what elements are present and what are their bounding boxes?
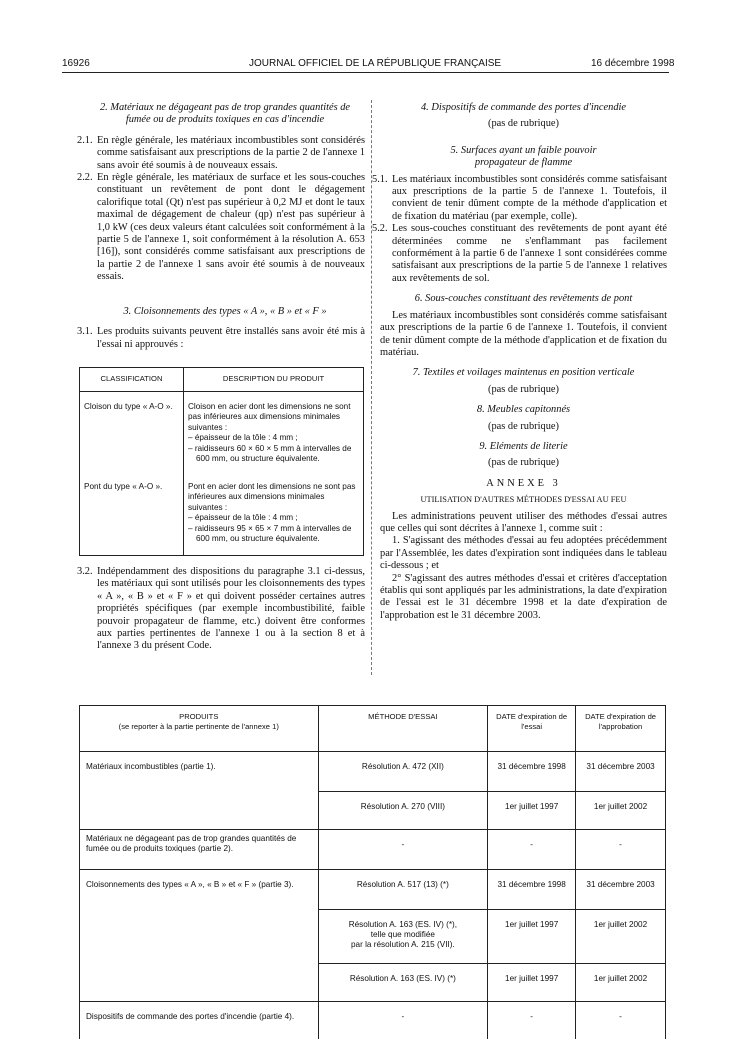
products-header <box>80 706 319 752</box>
annex-title: ANNEXE 3 <box>380 478 667 490</box>
product-cell: Dispositifs de commande des portes d'incendie (partie 4). <box>80 1002 319 1039</box>
description-header: DESCRIPTION DU PRODUIT <box>184 368 364 392</box>
method-cell: Résolution A. 270 (VIII) <box>318 792 488 830</box>
method-cell: - <box>318 1002 488 1039</box>
paragraph-2-2-text: En règle générale, les matériaux de surface et les sous-couches constituant un revêtement de pont dont le dégagement calorifique total (Qt) n'est pas supérieur à 0,2 MJ et dont le taux maximal de dégagement de chaleur (qp) n'est pas supérieur à 1,0 kW (ces deux valeurs étant calculées soit conformément à la partie 5 de l'annexe 1, soit conformément à la résolution A. 653 [16]), sont considérés comme satisfaisant aux prescriptions de la partie 2 de l'annexe 1 sans avoir été soumis à de nouveaux essais. <box>97 172 365 284</box>
table-row <box>80 830 666 870</box>
section-4-body: (pas de rubrique) <box>380 118 667 130</box>
product-cell: Matériaux ne dégageant pas de trop grandes quantités de fumée ou de produits toxiques (partie 2). <box>80 830 319 870</box>
annex-paragraph-2: 2° S'agissant des autres méthodes d'essai et critères d'acceptation établis qui sont appliqués par les administrations, la date d'expiration de l'essai est le 31 décembre 1998 et la date d'expiration de l'approbation est le 31 décembre 2003. <box>380 573 667 623</box>
section-8-title: 8. Meubles capitonnés <box>380 404 667 416</box>
table-row <box>80 752 666 792</box>
expiration-table <box>79 705 666 1039</box>
product-cell: Matériaux incombustibles (partie 1). <box>80 752 319 830</box>
approval-expiry-cell: 31 décembre 2003 <box>576 870 666 910</box>
right-column <box>380 102 667 622</box>
test-expiry-cell: 1er juillet 1997 <box>488 792 576 830</box>
table-row <box>80 870 666 910</box>
section-8-body: (pas de rubrique) <box>380 421 667 433</box>
product-cell: Cloisonnements des types « A », « B » et « F » (partie 3). <box>80 870 319 1002</box>
left-column-lower <box>85 566 365 653</box>
paragraph-5-1-text: Les matériaux incombustibles sont considérés comme satisfaisant aux prescriptions de la partie 5 de l'annexe 1. Toutefois, il convient de tenir dûment compte de la méthode d'application et de fixation du matériau (par exemple, colle). <box>392 174 667 224</box>
paragraph-5-2-text: Les sous-couches constituant des revêtements de pont ayant été déterminées comme ne s'enflammant pas facilement conformément à la partie 6 de l'annexe 1 sont considérées comme satisfaisant aux prescriptions de la partie 5 de l'annexe 1 relatives aux revêtements de sol. <box>392 223 667 285</box>
annex-subtitle: UTILISATION D'AUTRES MÉTHODES D'ESSAI AU FEU <box>380 494 667 506</box>
paragraph-5-1-number: 5.1. <box>372 174 392 224</box>
method-header: MÉTHODE D'ESSAI <box>318 706 488 752</box>
paragraph-2-2-number: 2.2. <box>77 172 97 284</box>
header-date: 16 décembre 1998 <box>591 58 674 69</box>
paragraph-2-1-text: En règle générale, les matériaux incombustibles sont considérés comme satisfaisant aux prescriptions de la partie 2 de l'annexe 1 sans avoir été soumis à de nouveaux essais. <box>97 135 365 172</box>
approval-expiry-cell: - <box>576 1002 666 1039</box>
description-cell <box>184 468 364 556</box>
test-expiry-cell: - <box>488 830 576 870</box>
table-row <box>80 1002 666 1039</box>
method-cell: Résolution A. 472 (XII) <box>318 752 488 792</box>
test-expiry-cell: - <box>488 1002 576 1039</box>
annex-paragraph-1: 1. S'agissant des méthodes d'essai au feu adoptées précédemment par l'Assemblée, les dates d'expiration sont indiquées dans le tableau ci-dessous ; et <box>380 535 667 572</box>
method-line-3: par la résolution A. 215 (VII). <box>325 940 482 950</box>
table-row <box>80 468 364 556</box>
classification-cell: Pont du type « A-O ». <box>80 468 184 556</box>
test-expiry-cell: 1er juillet 1997 <box>488 964 576 1002</box>
test-expiry-cell: 1er juillet 1997 <box>488 910 576 964</box>
paragraph-3-1-number: 3.1. <box>77 326 97 351</box>
section-7-title: 7. Textiles et voilages maintenus en position verticale <box>380 367 667 379</box>
section-6-body: Les matériaux incombustibles sont considérés comme satisfaisant aux prescriptions de la partie 6 de l'annexe 1. Toutefois, il convient de tenir dûment compte de la méthode d'application et de fixation du matériau. <box>380 310 667 360</box>
paragraph-5-2-number: 5.2. <box>372 223 392 285</box>
header-rule <box>62 72 669 73</box>
paragraph-3-1-text: Les produits suivants peuvent être installés sans avoir été mis à l'essai ni approuvés : <box>97 326 365 351</box>
section-5-title-line-1: 5. Surfaces ayant un faible pouvoir <box>380 145 667 157</box>
journal-title: JOURNAL OFFICIEL DE LA RÉPUBLIQUE FRANÇAISE <box>249 58 501 69</box>
paragraph-2-2 <box>77 172 365 284</box>
section-4-title: 4. Dispositifs de commande des portes d'incendie <box>380 102 667 114</box>
classification-cell: Cloison du type « A-O ». <box>80 391 184 468</box>
approval-expiry-cell: 1er juillet 2002 <box>576 964 666 1002</box>
products-header-subtitle: (se reporter à la partie pertinente de l'annexe 1) <box>84 722 314 732</box>
paragraph-2-1 <box>77 135 365 172</box>
method-line-1: Résolution A. 163 (ES. IV) (*), <box>325 920 482 930</box>
test-expiry-cell: 31 décembre 1998 <box>488 870 576 910</box>
left-column <box>85 102 365 351</box>
method-cell: Résolution A. 163 (ES. IV) (*) <box>318 964 488 1002</box>
list-item: – épaisseur de la tôle : 4 mm ; <box>188 433 359 444</box>
description-text: Cloison en acier dont les dimensions ne sont pas inférieures aux dimensions minimales suivantes : <box>188 402 359 434</box>
paragraph-5-1 <box>372 174 667 224</box>
method-cell <box>318 910 488 964</box>
paragraph-2-1-number: 2.1. <box>77 135 97 172</box>
description-text: Pont en acier dont les dimensions ne sont pas inférieures aux dimensions minimales suivantes : <box>188 482 359 514</box>
section-5-title-line-2: propagateur de flamme <box>380 157 667 169</box>
method-cell: Résolution A. 517 (13) (*) <box>318 870 488 910</box>
list-item: – raidisseurs 60 × 60 × 5 mm à intervalles de 600 mm, ou structure équivalente. <box>188 444 359 465</box>
list-item: – raidisseurs 95 × 65 × 7 mm à intervalles de 600 mm, ou structure équivalente. <box>188 524 359 545</box>
table-row <box>80 391 364 468</box>
method-cell: - <box>318 830 488 870</box>
approval-expiry-cell: 31 décembre 2003 <box>576 752 666 792</box>
approval-expiry-header: DATE d'expiration de l'approbation <box>576 706 666 752</box>
section-9-title: 9. Eléments de literie <box>380 441 667 453</box>
paragraph-3-2-text: Indépendamment des dispositions du paragraphe 3.1 ci-dessus, les matériaux qui sont utilisés pour les cloisonnements des types « A », « B » et « F » et qui doivent posséder certaines autres propriétés spécifiques (par exemple incombustibilité, faible pouvoir propagateur de flamme, etc.) doivent être conformes aux parties pertinentes de l'annexe 1 ou à la section 8 et à l'annexe 3 du présent Code. <box>97 566 365 653</box>
test-expiry-cell: 31 décembre 1998 <box>488 752 576 792</box>
section-6-title: 6. Sous-couches constituant des revêtements de pont <box>380 293 667 305</box>
section-7-body: (pas de rubrique) <box>380 384 667 396</box>
description-cell <box>184 391 364 468</box>
section-9-body: (pas de rubrique) <box>380 457 667 469</box>
section-5-title <box>380 145 667 170</box>
approval-expiry-cell: 1er juillet 2002 <box>576 792 666 830</box>
test-expiry-header: DATE d'expiration de l'essai <box>488 706 576 752</box>
page-number: 16926 <box>62 58 90 69</box>
products-table <box>79 367 364 556</box>
paragraph-3-2-number: 3.2. <box>77 566 97 653</box>
section-2-title: 2. Matériaux ne dégageant pas de trop grandes quantités de fumée ou de produits toxiques en cas d'incendie <box>85 102 365 127</box>
products-header-title: PRODUITS <box>84 712 314 722</box>
classification-header: CLASSIFICATION <box>80 368 184 392</box>
paragraph-3-1 <box>77 326 365 351</box>
paragraph-5-2 <box>372 223 667 285</box>
list-item: – épaisseur de la tôle : 4 mm ; <box>188 513 359 524</box>
approval-expiry-cell: - <box>576 830 666 870</box>
method-line-2: telle que modifiée <box>325 930 482 940</box>
paragraph-3-2 <box>77 566 365 653</box>
section-3-title: 3. Cloisonnements des types « A », « B » et « F » <box>85 306 365 318</box>
annex-intro: Les administrations peuvent utiliser des méthodes d'essai autres que celles qui sont décrites à l'annexe 1, comme suit : <box>380 511 667 536</box>
approval-expiry-cell: 1er juillet 2002 <box>576 910 666 964</box>
